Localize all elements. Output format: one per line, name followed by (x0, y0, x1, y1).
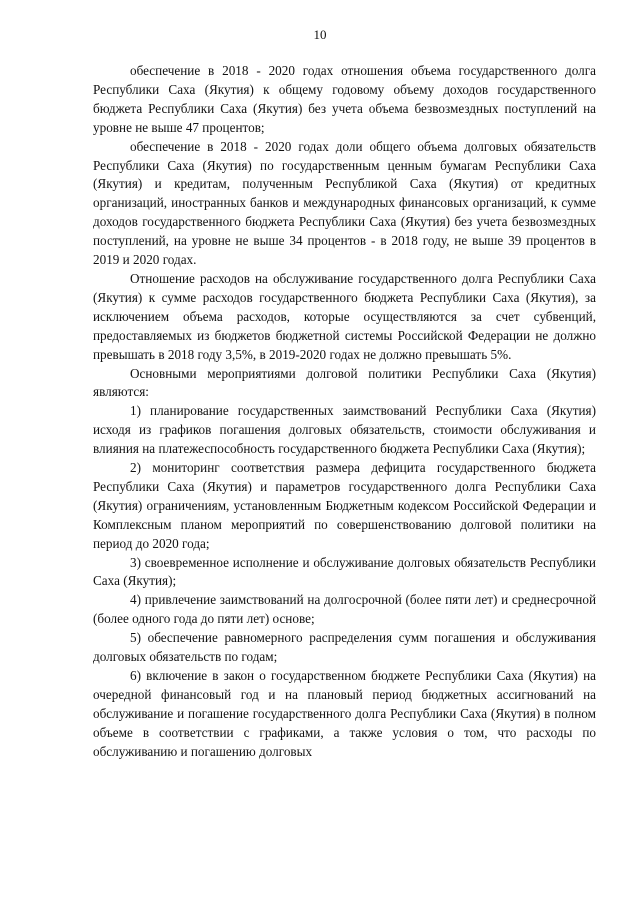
list-item-5: 5) обеспечение равномерного распределения сумм погашения и обслуживания долговых обязательств по годам; (93, 630, 596, 665)
list-item-2: 2) мониторинг соответствия размера дефицита государственного бюджета Республики Саха (Якутия) и параметров государственного долга Республики Саха (Якутия) ограничениям, установленным Бюджетным кодексом Российской Федерации и Комплексным планом мероприятий по совершенствованию долговой политики на период до 2020 года; (93, 460, 596, 551)
page-number: 10 (313, 27, 327, 42)
paragraph-securities-and-credits-share: обеспечение в 2018 - 2020 годах доли общего объема долговых обязательств Республики Саха (Якутия) по государственным ценным бумагам Республики Саха (Якутия) и кредитам, полученным Республикой Саха (Якутия) от кредитных организаций, иностранных банков и международных финансовых организаций, к сумме доходов государственного бюджета Республики Саха (Якутия) без учета безвозмездных поступлений, на уровне не выше 34 процентов - в 2018 году, не выше 39 процентов в 2019 и 2020 годах. (93, 138, 596, 268)
list-item-4: 4) привлечение заимствований на долгосрочной (более пяти лет) и среднесрочной (более одного года до пяти лет) основе; (93, 592, 596, 627)
paragraph-main-measures-intro: Основными мероприятиями долговой политики Республики Саха (Якутия) являются: (93, 365, 596, 400)
list-item-3: 3) своевременное исполнение и обслуживание долговых обязательств Республики Саха (Якутия); (93, 554, 596, 589)
paragraph-debt-to-revenue-ratio: обеспечение в 2018 - 2020 годах отношения объема государственного долга Республики Саха (Якутия) к общему годовому объему доходов государственного бюджета Республики Саха (Якутия) без учета объема безвозмездных поступлений на уровне не выше 47 процентов; (93, 63, 596, 135)
paragraph-debt-service-expenses: Отношение расходов на обслуживание государственного долга Республики Саха (Якутия) к сумме расходов государственного бюджета Республики Саха (Якутия), за исключением объема расходов, которые осуществляются за счет субвенций, предоставляемых из бюджетов бюджетной системы Российской Федерации не должно превышать в 2018 году 3,5%, в 2019-2020 годах не должно превышать 5%. (93, 270, 596, 362)
document-body (93, 62, 596, 762)
list-item-6: 6) включение в закон о государственном бюджете Республики Саха (Якутия) на очередной финансовый год и на плановый период бюджетных ассигнований на обслуживание и погашение государственного долга Республики Саха (Якутия) в полном объеме в соответствии с графиками, а также условия о том, что расходы по обслуживанию и погашению долговых (93, 668, 596, 759)
list-item-1: 1) планирование государственных заимствований Республики Саха (Якутия) исходя из графиков погашения долговых обязательств, стоимости обслуживания и влияния на платежеспособность государственного бюджета Республики Саха (Якутия); (93, 403, 596, 457)
